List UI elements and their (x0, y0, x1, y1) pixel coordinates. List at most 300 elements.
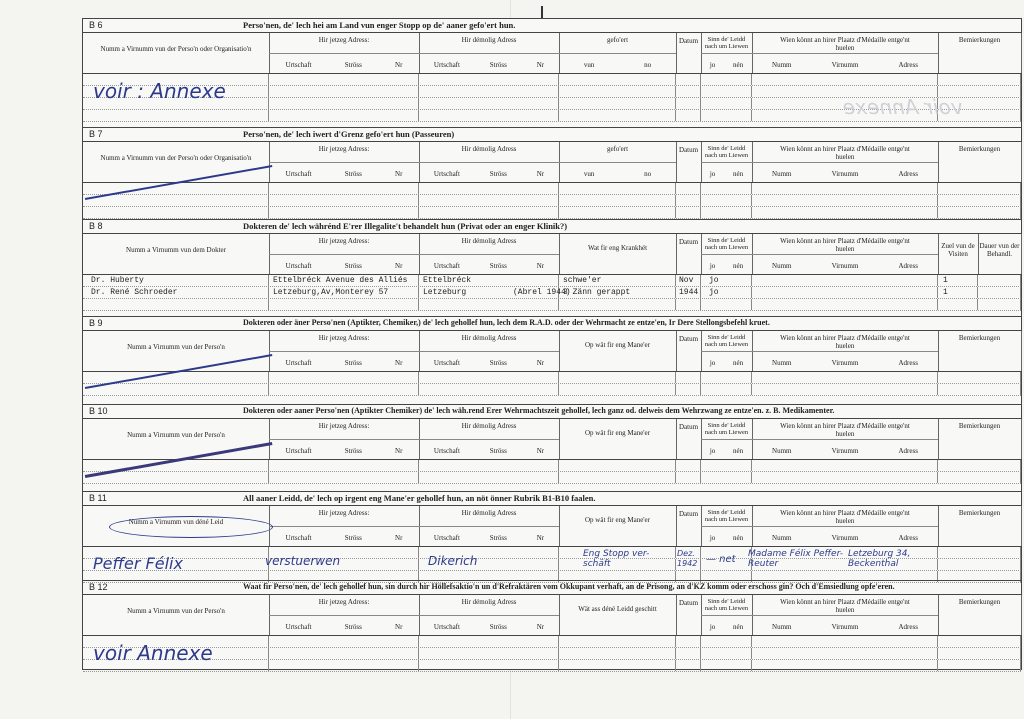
header-bemierk (938, 331, 1022, 371)
header-medal-subcols (752, 359, 938, 367)
subcol-strooss: Ströss (489, 623, 507, 631)
header-datum (676, 142, 702, 182)
section-b12 (83, 580, 1021, 670)
row-divider (675, 660, 676, 671)
header-now (269, 33, 420, 73)
row-divider (1020, 207, 1021, 218)
header-now-label: Hir jetzeg Adress: (318, 422, 370, 430)
header-medal-subcols (752, 170, 938, 178)
header-sinn-label: Sinn de' Leidd nach um Liewen (704, 237, 749, 251)
subcol-nr: Nr (536, 359, 545, 367)
header-now-label: Hir jetzeg Adress: (318, 237, 370, 245)
section-code: B 12 (89, 582, 108, 592)
row-divider (1020, 275, 1021, 286)
subcol-nr: Nr (536, 61, 545, 69)
header-sinn (701, 331, 753, 371)
row-divider (1020, 86, 1021, 97)
row-divider (700, 110, 701, 121)
table-row[interactable] (83, 660, 1021, 672)
header-bemierk-label: Bemierkungen (958, 36, 1001, 44)
header-now-label: Hir jetzeg Adress: (318, 36, 370, 44)
row-divider (937, 287, 938, 298)
header-datum (676, 331, 702, 371)
header-old-label: Hir démolig Adress (461, 36, 517, 44)
header-now (269, 142, 420, 182)
subcol-adress: Adress (898, 359, 918, 367)
table-row[interactable] (83, 183, 1021, 195)
handwritten-b11-medal-addr: Letzeburg 34, Beckenthal (848, 549, 911, 569)
row-divider (751, 195, 752, 206)
section-title: Perso'nen, de' lech iwert d'Grenz gefo'ert hun (Passeuren) (243, 129, 455, 139)
subcol-uortschaft: Urtschaft (285, 623, 312, 631)
header-bemierk-label: Bemierkungen (958, 422, 1001, 430)
row-divider (1020, 660, 1021, 671)
header-medal-subcols (752, 262, 938, 270)
handwritten-b11-addr: verstuerwen (265, 554, 341, 568)
alive-yes: jo (709, 276, 719, 285)
header-c3 (559, 595, 677, 635)
row-divider (268, 660, 269, 671)
subcol-nr: Nr (536, 623, 545, 631)
header-now-subcols (269, 61, 419, 69)
row-divider (675, 648, 676, 659)
section-header (83, 128, 1021, 142)
header-old-subcols (419, 359, 559, 367)
subcol-nen: nén (733, 262, 744, 270)
row-divider (268, 384, 269, 395)
header-sinn (701, 506, 753, 546)
treatment-date: 1944 (679, 288, 699, 297)
header-first-label: Numm a Virnumm vun der Perso'n (127, 343, 225, 351)
header-now (269, 331, 420, 371)
header-sinn-subcols (701, 623, 752, 631)
row-divider (675, 559, 676, 570)
subcol-uortschaft: Urtschaft (433, 61, 460, 69)
row-divider (700, 299, 701, 310)
subcol-jo: jo (709, 61, 716, 69)
row-divider (675, 384, 676, 395)
section-header (83, 492, 1021, 506)
header-zuel (938, 234, 979, 274)
header-sinn (701, 419, 753, 459)
handwritten-annex-note: voir Annexe (93, 641, 213, 665)
row-divider (268, 86, 269, 97)
row-divider (675, 110, 676, 121)
row-divider (1020, 98, 1021, 109)
row-divider (268, 299, 269, 310)
header-first (83, 142, 270, 182)
header-datum-label: Datum (678, 37, 699, 45)
subcol-nr: Nr (395, 534, 403, 542)
header-sinn-subcols (701, 534, 752, 542)
row-divider (418, 207, 419, 218)
subcol-strooss: Ströss (489, 359, 507, 367)
row-divider (700, 372, 701, 383)
row-divider (751, 86, 752, 97)
visit-count: 1 (943, 288, 948, 297)
subcol-nen: nén (733, 447, 744, 455)
row-divider (937, 275, 938, 286)
section-title: Waat fir Perso'nen, de' lech gehollef hun, sin durch hir Höllefsaktio'n un d'Refraktären vom Okkupant verhaft, an de Prisong, an d'KZ komm oder erschoss gin? Och d'Emsiedlung opfe'eren. (243, 582, 895, 591)
section-title: Dokteren oder äner Perso'nen (Aptikter, Chemiker,) de' lech gehollef hun, lech dem R.A.D. oder der Wehrmacht ze entze'en, Ir Dere Stellongsbefehl kruet. (243, 318, 770, 327)
handwritten-b11-medal-name: Madame Félix Peffer-Reuter (748, 549, 844, 569)
header-sinn (701, 33, 753, 73)
row-divider (558, 299, 559, 310)
section-b8 (83, 219, 1021, 317)
row-divider (268, 275, 269, 286)
header-c3-label: Wät ass déné Leidd geschitt (578, 605, 657, 613)
row-divider (700, 660, 701, 671)
table-row[interactable] (83, 472, 1021, 484)
subcol-strooss: Ströss (344, 170, 362, 178)
row-divider (675, 547, 676, 558)
row-divider (675, 207, 676, 218)
row-divider (268, 195, 269, 206)
header-old (419, 595, 560, 635)
row-divider (1020, 372, 1021, 383)
row-divider (675, 74, 676, 85)
illness: schwe'er (563, 276, 602, 285)
row-divider (558, 648, 559, 659)
header-sinn (701, 142, 753, 182)
row-divider (418, 472, 419, 483)
row-divider (418, 547, 419, 558)
header-medal (752, 33, 939, 73)
header-sinn-label: Sinn de' Leidd nach um Liewen (704, 509, 749, 523)
subcol-nr: Nr (395, 447, 403, 455)
header-medal (752, 419, 939, 459)
doctor-name: Dr. René Schroeder (91, 288, 178, 297)
subcol-nen: nén (733, 623, 744, 631)
row-divider (558, 636, 559, 647)
row-divider (937, 372, 938, 383)
row-divider (700, 648, 701, 659)
row-divider (751, 372, 752, 383)
row-divider (751, 384, 752, 395)
row-divider (558, 86, 559, 97)
header-sinn-subcols (701, 170, 752, 178)
header-sinn-subcols (701, 262, 752, 270)
subcol-uortschaft: Urtschaft (285, 61, 312, 69)
row-divider (937, 648, 938, 659)
header-old (419, 234, 560, 274)
header-medal (752, 506, 939, 546)
table-row[interactable] (83, 207, 1021, 219)
header-old-label: Hir démolig Adress (461, 237, 517, 245)
subcol-strooss: Ströss (489, 447, 507, 455)
row-divider (751, 287, 752, 298)
subcol-nr: Nr (536, 534, 545, 542)
header-medal (752, 142, 939, 182)
row-divider (700, 183, 701, 194)
row-divider (558, 98, 559, 109)
row-divider (700, 460, 701, 471)
row-divider (977, 287, 978, 298)
row-divider (418, 287, 419, 298)
section-code: B 6 (89, 20, 103, 30)
row-divider (418, 384, 419, 395)
visit-count: 1 (943, 276, 948, 285)
header-old (419, 331, 560, 371)
subcol-uortschaft: Urtschaft (433, 170, 460, 178)
header-bemierk-label: Bemierkungen (958, 334, 1001, 342)
header-old-subcols (419, 534, 559, 542)
row-divider (675, 287, 676, 298)
row-divider (700, 384, 701, 395)
header-medal-label: Wien könnt an hirer Plaatz d'Médaille entge'nt huelen (780, 237, 910, 253)
header-now-subcols (269, 359, 419, 367)
row-divider (937, 460, 938, 471)
column-headers (83, 234, 1021, 275)
handwritten-b11-date: Dez. 1942 (677, 549, 698, 568)
section-code: B 9 (89, 318, 103, 328)
header-c3-label: Wat fir eng Krankhét (587, 244, 648, 252)
row-divider (558, 472, 559, 483)
row-divider (558, 74, 559, 85)
row-divider (1020, 559, 1021, 570)
subcol-strooss: Ströss (344, 447, 362, 455)
row-divider (418, 86, 419, 97)
table-row[interactable] (83, 648, 1021, 660)
table-row[interactable] (83, 299, 1021, 311)
row-divider (268, 287, 269, 298)
section-b10 (83, 404, 1021, 492)
header-now (269, 595, 420, 635)
subcol-virnumm: Virnumm (831, 623, 859, 631)
row-divider (937, 195, 938, 206)
subcol-uortschaft: Urtschaft (433, 623, 460, 631)
table-row[interactable] (83, 460, 1021, 472)
row-divider (418, 559, 419, 570)
header-medal-label: Wien könnt an hirer Plaatz d'Médaille entge'nt huelen (780, 145, 910, 161)
row-divider (418, 636, 419, 647)
header-c3-label: Op wät fir eng Mane'er (584, 429, 650, 437)
row-divider (1020, 110, 1021, 121)
header-sinn-subcols (701, 359, 752, 367)
row-divider (268, 648, 269, 659)
row-divider (558, 547, 559, 558)
header-datum (676, 595, 702, 635)
handwritten-b11-old: Dikerich (428, 554, 478, 568)
header-old-subcols (419, 262, 559, 270)
subcol-uortschaft: Urtschaft (433, 359, 460, 367)
row-divider (558, 660, 559, 671)
subcol-nr: Nr (395, 262, 403, 270)
handwritten-annex-note: Peffer Félix (93, 554, 183, 573)
header-c3 (559, 331, 677, 371)
header-old-label: Hir démolig Adress (461, 422, 517, 430)
subcol-nen: nén (733, 359, 744, 367)
row-divider (700, 275, 701, 286)
header-medal-subcols (752, 623, 938, 631)
row-divider (558, 384, 559, 395)
subcol-uortschaft: Urtschaft (285, 534, 312, 542)
table-row[interactable] (83, 195, 1021, 207)
header-datum-label: Datum (678, 423, 699, 431)
row-divider (418, 98, 419, 109)
subcol-uortschaft: Urtschaft (433, 534, 460, 542)
header-bemierk-label: Bemierkungen (958, 509, 1001, 517)
entry-rows (83, 183, 1021, 219)
row-divider (977, 299, 978, 310)
row-divider (268, 98, 269, 109)
header-sinn-label: Sinn de' Leidd nach um Liewen (704, 334, 749, 348)
row-divider (1020, 648, 1021, 659)
row-divider (675, 98, 676, 109)
row-divider (1020, 460, 1021, 471)
subcol-nr: Nr (536, 262, 545, 270)
subcol-adress: Adress (898, 534, 918, 542)
subcol-adress: Adress (898, 447, 918, 455)
header-now-subcols (269, 623, 419, 631)
row-divider (675, 636, 676, 647)
row-divider (558, 195, 559, 206)
pen-circle (109, 516, 273, 538)
row-divider (418, 275, 419, 286)
row-divider (1020, 384, 1021, 395)
row-divider (751, 275, 752, 286)
subcol-no: no (644, 170, 652, 178)
header-sinn-label: Sinn de' Leidd nach um Liewen (704, 36, 749, 50)
header-old (419, 33, 560, 73)
subcol-jo: jo (709, 447, 716, 455)
table-row[interactable] (83, 636, 1021, 648)
row-divider (751, 74, 752, 85)
header-datum (676, 234, 702, 274)
header-now (269, 506, 420, 546)
row-divider (675, 299, 676, 310)
header-old-label: Hir démolig Adress (461, 598, 517, 606)
subcol-jo: jo (709, 170, 716, 178)
row-divider (751, 472, 752, 483)
header-medal-subcols (752, 61, 938, 69)
header-sinn-subcols (701, 447, 752, 455)
header-medal (752, 595, 939, 635)
subcol-nr: Nr (536, 447, 545, 455)
row-divider (558, 110, 559, 121)
row-divider (751, 636, 752, 647)
subcol-adress: Adress (898, 61, 918, 69)
row-divider (1020, 472, 1021, 483)
header-sinn-label: Sinn de' Leidd nach um Liewen (704, 598, 749, 612)
row-divider (1020, 299, 1021, 310)
column-headers (83, 331, 1021, 372)
bleed-through-text: voir Annexe (843, 95, 963, 119)
row-divider (418, 299, 419, 310)
row-divider (558, 275, 559, 286)
subcol-numm: Numm (772, 447, 792, 455)
table-row[interactable] (83, 372, 1021, 384)
header-c3-label: Op wät fir eng Mane'er (584, 516, 650, 524)
subcol-adress: Adress (898, 262, 918, 270)
header-bemierk-label: Bemierkungen (958, 598, 1001, 606)
section-header (83, 581, 1021, 595)
column-headers (83, 33, 1021, 74)
header-medal-label: Wien könnt an hirer Plaatz d'Médaille entge'nt huelen (780, 509, 910, 525)
header-now-subcols (269, 534, 419, 542)
row-divider (700, 287, 701, 298)
row-divider (268, 460, 269, 471)
header-bemierk (938, 419, 1022, 459)
row-divider (675, 472, 676, 483)
entry-rows (83, 460, 1021, 484)
section-header (83, 220, 1021, 234)
section-b11 (83, 491, 1021, 581)
subcol-numm: Numm (772, 262, 792, 270)
row-divider (751, 183, 752, 194)
old-address: Ettelbréck (423, 276, 472, 285)
header-first-label: Numm a Virnumm vun der Perso'n (127, 607, 225, 615)
row-divider (675, 275, 676, 286)
subcol-jo: jo (709, 262, 716, 270)
subcol-numm: Numm (772, 359, 792, 367)
section-code: B 8 (89, 221, 103, 231)
header-old-subcols (419, 623, 559, 631)
row-divider (418, 74, 419, 85)
row-divider (418, 372, 419, 383)
header-c3-subcols (559, 170, 676, 178)
section-code: B 7 (89, 129, 103, 139)
header-bemierk (938, 595, 1022, 635)
subcol-jo: jo (709, 359, 716, 367)
header-now-subcols (269, 447, 419, 455)
row-divider (558, 460, 559, 471)
header-bemierk (938, 33, 1022, 73)
subcol-strooss: Ströss (344, 359, 362, 367)
header-first (83, 33, 270, 73)
header-dauer-label: Dauer vun der Behandl. (979, 242, 1020, 258)
table-row[interactable] (83, 384, 1021, 396)
row-divider (268, 207, 269, 218)
subcol-adress: Adress (898, 170, 918, 178)
header-old-label: Hir démolig Adress (461, 509, 517, 517)
subcol-numm: Numm (772, 534, 792, 542)
handwritten-annex-note: voir : Annexe (93, 79, 226, 103)
header-zuel-label: Zuel vun de Visiten (941, 242, 975, 258)
row-divider (1020, 547, 1021, 558)
header-old-subcols (419, 447, 559, 455)
table-row[interactable] (83, 275, 1021, 287)
treatment-date: Nov (679, 276, 694, 285)
header-c3 (559, 234, 677, 274)
header-sinn-label: Sinn de' Leidd nach um Liewen (704, 422, 749, 436)
row-divider (1020, 636, 1021, 647)
header-bemierk (938, 142, 1022, 182)
row-divider (751, 648, 752, 659)
column-headers (83, 142, 1021, 183)
subcol-nr: Nr (395, 623, 403, 631)
row-divider (268, 183, 269, 194)
row-divider (418, 183, 419, 194)
row-divider (558, 207, 559, 218)
header-now-subcols (269, 170, 419, 178)
section-b9 (83, 316, 1021, 405)
table-row[interactable] (83, 287, 1021, 299)
row-divider (937, 299, 938, 310)
header-datum (676, 419, 702, 459)
header-datum-label: Datum (678, 510, 699, 518)
header-medal-label: Wien könnt an hirer Plaatz d'Médaille entge'nt huelen (780, 36, 910, 52)
row-divider (751, 460, 752, 471)
header-datum-label: Datum (678, 238, 699, 246)
header-datum (676, 33, 702, 73)
row-divider (675, 372, 676, 383)
row-divider (700, 74, 701, 85)
subcol-vun: vun (583, 61, 595, 69)
row-divider (675, 183, 676, 194)
header-medal-subcols (752, 447, 938, 455)
subcol-nen: nén (733, 170, 744, 178)
